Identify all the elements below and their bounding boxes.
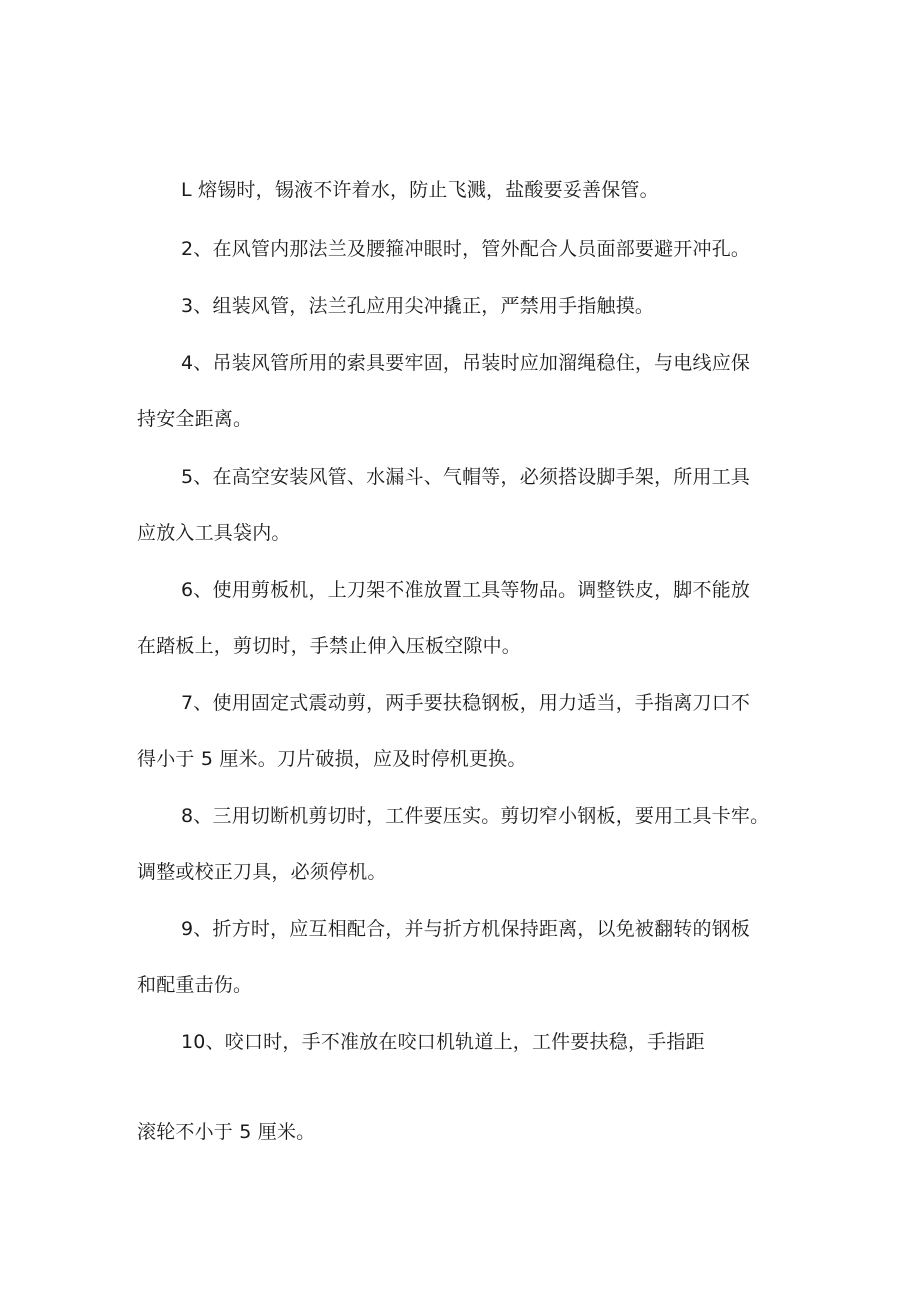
item-7-line-2: 得小于 5 厘米。刀片破损，应及时停机更换。 [137, 748, 527, 770]
item-3-line-1: 3、组装风管，法兰孔应用尖冲撬正，严禁用手指触摸。 [181, 295, 655, 317]
item-6-line-2: 在踏板上，剪切时，手禁止伸入压板空隙中。 [137, 635, 522, 657]
item-8-line-1: 8、三用切断机剪切时，工件要压实。剪切窄小钢板，要用工具卡牢。 [181, 805, 770, 827]
item-5-line-1: 5、在高空安装风管、水漏斗、气帽等，必须搭设脚手架，所用工具 [181, 466, 751, 488]
item-10-line-1: 10、咬口时，手不准放在咬口机轨道上，工件要扶稳，手指距 [181, 1031, 705, 1053]
item-6-line-1: 6、使用剪板机，上刀架不准放置工具等物品。调整铁皮，脚不能放 [181, 579, 751, 601]
item-4-line-2: 持安全距离。 [137, 408, 253, 430]
item-4-line-1: 4、吊装风管所用的索具要牢固，吊装时应加溜绳稳住，与电线应保 [181, 352, 751, 374]
item-7-line-1: 7、使用固定式震动剪，两手要扶稳钢板，用力适当，手指离刀口不 [181, 692, 751, 714]
item-9-line-1: 9、折方时，应互相配合，并与折方机保持距离，以免被翻转的钢板 [181, 918, 751, 940]
item-1-line-1: L 熔锡时，锡液不许着水，防止飞溅，盐酸要妥善保管。 [181, 179, 659, 201]
item-5-line-2: 应放入工具袋内。 [137, 522, 291, 544]
item-9-line-2: 和配重击伤。 [137, 974, 253, 996]
item-8-line-2: 调整或校正刀具，必须停机。 [137, 861, 387, 883]
item-2-line-1: 2、在风管内那法兰及腰箍冲眼时，管外配合人员面部要避开冲孔。 [181, 238, 751, 260]
item-10-line-2: 滚轮不小于 5 厘米。 [137, 1121, 316, 1143]
